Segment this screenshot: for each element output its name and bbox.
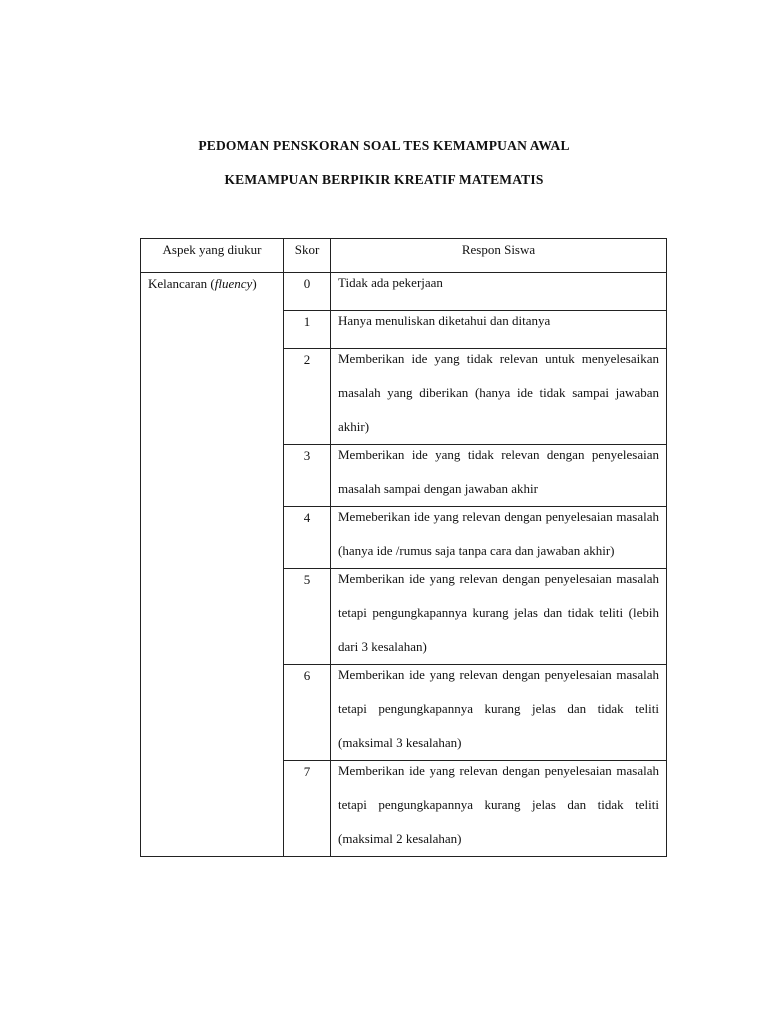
score-cell: 4 — [284, 507, 331, 569]
score-cell: 5 — [284, 569, 331, 665]
header-skor: Skor — [284, 239, 331, 273]
response-text: Memeberikan ide yang relevan dengan penyelesaian masalah (hanya ide /rumus saja tanpa cara dan jawaban akhir) — [338, 509, 659, 558]
header-aspek: Aspek yang diukur — [141, 239, 284, 273]
response-cell — [331, 761, 667, 857]
aspect-label-suffix: ) — [252, 276, 257, 291]
document-title: PEDOMAN PENSKORAN SOAL TES KEMAMPUAN AWAL — [198, 138, 570, 153]
score-cell: 2 — [284, 349, 331, 445]
score-cell: 6 — [284, 665, 331, 761]
score-cell: 0 — [284, 273, 331, 311]
score-cell: 3 — [284, 445, 331, 507]
aspect-label-prefix: Kelancaran ( — [148, 276, 215, 291]
header-respon: Respon Siswa — [331, 239, 667, 273]
response-text: Tidak ada pekerjaan — [338, 275, 443, 290]
response-text: Memberikan ide yang relevan dengan penyelesaian masalah tetapi pengungkapannya kurang jelas dan tidak teliti (maksimal 3 kesalahan) — [338, 667, 659, 750]
response-cell — [331, 349, 667, 445]
aspect-label-italic: fluency — [214, 276, 253, 291]
response-cell — [331, 507, 667, 569]
response-cell — [331, 665, 667, 761]
scoring-rubric-table — [140, 238, 667, 857]
response-cell — [331, 445, 667, 507]
score-cell: 7 — [284, 761, 331, 857]
response-text: Memberikan ide yang relevan dengan penyelesaian masalah tetapi pengungkapannya kurang jelas dan tidak teliti (lebih dari 3 kesalahan) — [338, 571, 659, 654]
score-cell: 1 — [284, 311, 331, 349]
response-text: Memberikan ide yang tidak relevan dengan penyelesaian masalah sampai dengan jawaban akhir — [338, 447, 659, 496]
aspect-cell — [141, 273, 284, 857]
response-text: Hanya menuliskan diketahui dan ditanya — [338, 313, 551, 328]
response-text: Memberikan ide yang relevan dengan penyelesaian masalah tetapi pengungkapannya kurang jelas dan tidak teliti (maksimal 2 kesalahan) — [338, 763, 659, 846]
response-text: Memberikan ide yang tidak relevan untuk menyelesaikan masalah yang diberikan (hanya ide tidak sampai jawaban akhir) — [338, 351, 659, 434]
document-subtitle: KEMAMPUAN BERPIKIR KREATIF MATEMATIS — [224, 172, 544, 187]
response-cell — [331, 569, 667, 665]
